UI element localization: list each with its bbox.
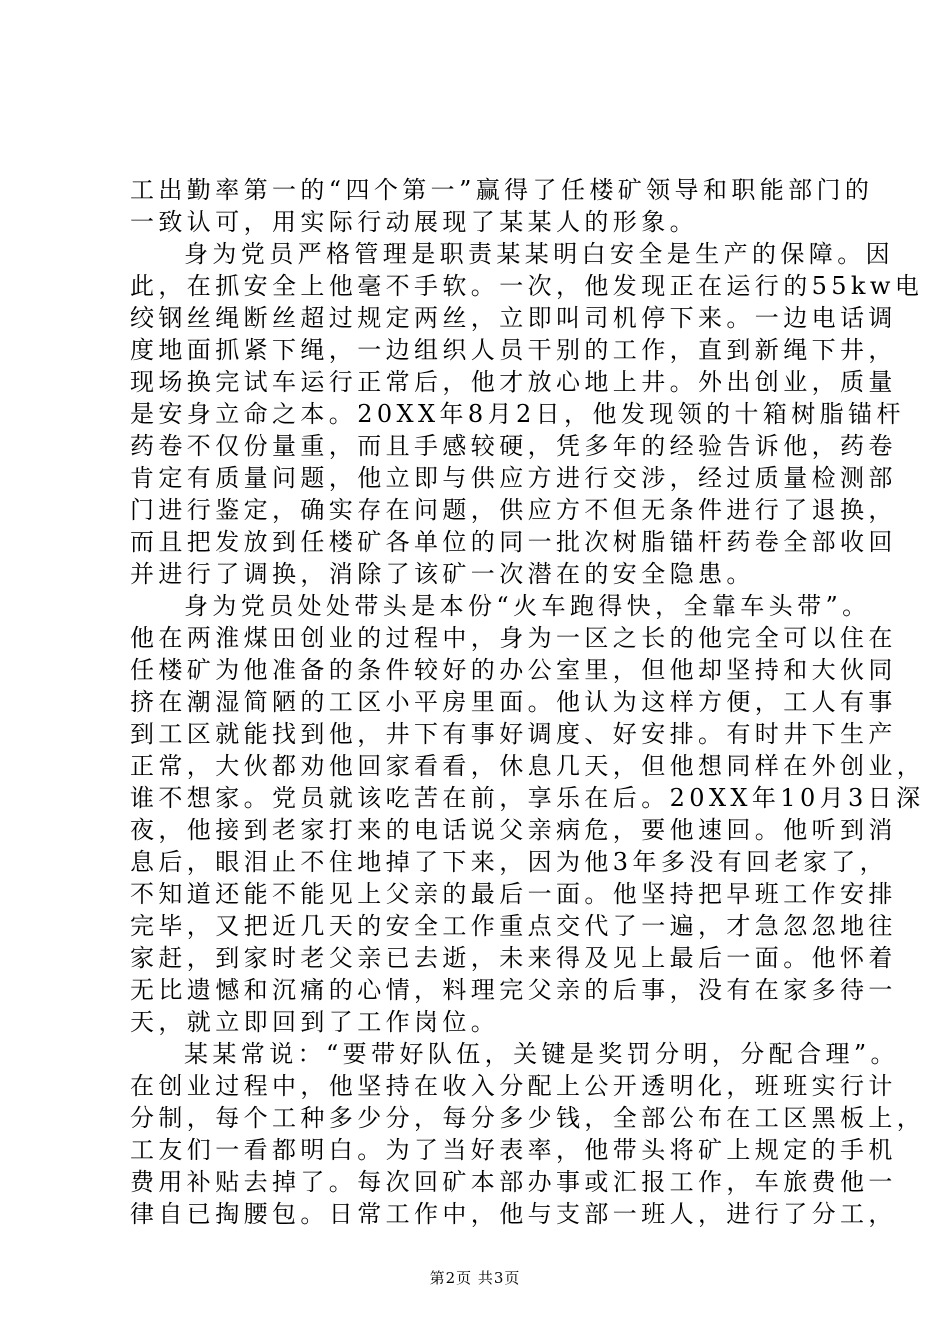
text-line: 工出勤率第一的“四个第一”赢得了任楼矿领导和职能部门的: [130, 176, 874, 204]
text-line: 他在两淮煤田创业的过程中，身为一区之长的他完全可以住在: [130, 624, 897, 652]
paragraph-start-line: 身为党员严格管理是职责某某明白安全是生产的保障。因: [184, 240, 894, 268]
text-line: 肯定有质量问题，他立即与供应方进行交涉，经过质量检测部: [130, 464, 897, 492]
text-line: 此，在抓安全上他毫不手软。一次，他发现正在运行的55kw电: [130, 272, 924, 300]
text-line: 夜，他接到老家打来的电话说父亲病危，要他速回。他听到消: [130, 816, 897, 844]
text-line: 现场换完试车运行正常后，他才放心地上井。外出创业，质量: [130, 368, 897, 396]
text-line: 家赶，到家时老父亲已去逝，未来得及见上最后一面。他怀着: [130, 944, 897, 972]
text-line: 挤在潮湿简陋的工区小平房里面。他认为这样方便，工人有事: [130, 688, 897, 716]
text-line: 度地面抓紧下绳，一边组织人员干别的工作，直到新绳下井，: [130, 336, 897, 364]
text-line: 绞钢丝绳断丝超过规定两丝，立即叫司机停下来。一边电话调: [130, 304, 897, 332]
text-line: 谁不想家。党员就该吃苦在前，享乐在后。20XX年10月3日深: [130, 784, 925, 812]
text-line: 并进行了调换，消除了该矿一次潜在的安全隐患。: [130, 560, 755, 588]
text-line: 在创业过程中，他坚持在收入分配上公开透明化，班班实行计: [130, 1072, 897, 1100]
text-line: 而且把发放到任楼矿各单位的同一批次树脂锚杆药卷全部收回: [130, 528, 897, 556]
text-line: 药卷不仅份量重，而且手感较硬，凭多年的经验告诉他，药卷: [130, 432, 897, 460]
text-line: 天，就立即回到了工作岗位。: [130, 1008, 500, 1036]
text-line: 费用补贴去掉了。每次回矿本部办事或汇报工作，车旅费他一: [130, 1168, 897, 1196]
document-body: [130, 174, 926, 1230]
text-line: 到工区就能找到他，井下有事好调度、好安排。有时井下生产: [130, 720, 897, 748]
page-footer: 第2页 共3页: [429, 1269, 521, 1287]
text-line: 一致认可，用实际行动展现了某某人的形象。: [130, 208, 698, 236]
paragraph-start-line: 身为党员处处带头是本份“火车跑得快，全靠车头带”。: [184, 592, 871, 620]
text-line: 无比遗憾和沉痛的心情，料理完父亲的后事，没有在家多待一: [130, 976, 897, 1004]
text-line: 是安身立命之本。20XX年8月2日，他发现领的十箱树脂锚杆: [130, 400, 905, 428]
paragraph-start-line: 某某常说：“要带好队伍，关键是奖罚分明，分配合理”。: [184, 1040, 899, 1068]
text-line: 任楼矿为他准备的条件较好的办公室里，但他却坚持和大伙同: [130, 656, 897, 684]
text-line: 律自已掏腰包。日常工作中，他与支部一班人，进行了分工，: [130, 1200, 897, 1228]
text-line: 工友们一看都明白。为了当好表率，他带头将矿上规定的手机: [130, 1136, 897, 1164]
text-line: 息后，眼泪止不住地掉了下来，因为他3年多没有回老家了，: [130, 848, 889, 876]
text-line: 门进行鉴定，确实存在问题，供应方不但无条件进行了退换，: [130, 496, 897, 524]
text-line: 分制，每个工种多少分，每分多少钱，全部公布在工区黑板上，: [130, 1104, 926, 1132]
text-line: 不知道还能不能见上父亲的最后一面。他坚持把早班工作安排: [130, 880, 897, 908]
text-line: 完毕，又把近几天的安全工作重点交代了一遍，才急忽忽地往: [130, 912, 897, 940]
text-line: 正常，大伙都劝他回家看看，休息几天，但他想同样在外创业，: [130, 752, 926, 780]
